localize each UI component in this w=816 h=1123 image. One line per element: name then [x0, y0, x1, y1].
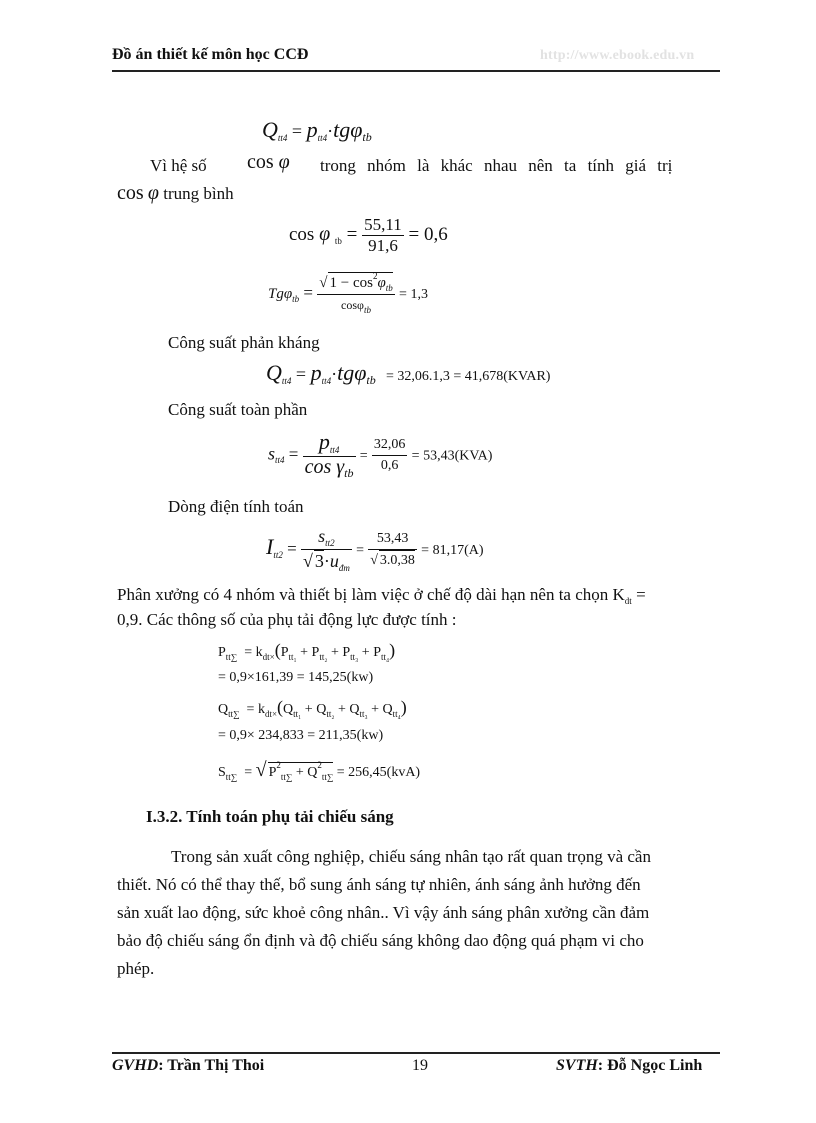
formula-q-sum: $Q_{tt\sum} = k_{dt\times}(Q_{tt_1} + Q_{tt_2} + Q_{tt_3} + Q_{tt_4})$ [218, 697, 407, 719]
formula-q4-value: $Q_{tt4} = p_{tt4}\cdot tg\varphi_{tb} = 32,06.1,3$ = 41,678(KVAR) [266, 360, 551, 387]
text-cos-phi-inline: cos φ [247, 151, 290, 173]
paragraph-chieu-sang [117, 843, 721, 983]
paragraph-line: thiết. Nó có thể thay thế, bổ sung ánh sáng tự nhiên, ánh sáng ảnh hưởng đến [117, 875, 641, 894]
section-heading: I.3.2. Tính toán phụ tải chiếu sáng [146, 807, 394, 826]
formula-tg-mean: Tgφ$_{tb}$ = $\frac{√ 1 - \cos^2\varphi_{tb}}{\cos\varphi_{tb}}$ = 1,3 [268, 271, 428, 315]
formula-q-sum-value: = 0,9× 234,833 = 211,35(kw) [218, 728, 384, 743]
header-divider [112, 70, 720, 72]
text-trung-binh: cos φ trung bình [117, 182, 234, 204]
formula-s-sum: $S_{tt\sum}$ = √ $P^2_{tt\sum} + Q^2_{tt\sum} = 256,45(kvA)$ [218, 759, 421, 782]
text-phan-xuong-line1: Phân xưởng có 4 nhóm và thiết bị làm việc ở chế độ dài hạn nên ta chọn $K_{dt}$ = [117, 585, 646, 606]
label-dong-dien-tinh-toan: Dòng điện tính toán [168, 497, 304, 516]
header-title: Đồ án thiết kế môn học CCĐ [112, 46, 309, 63]
formula-i2: $I_{tt2}$ = $\frac{s_{tt2}}{√ 3\cdot u_{đm}}$ = $\frac{53,43}{√ 3.0,38}$ = 81,17(A) [266, 526, 484, 573]
formula-q4-definition: $Q_{tt4} = p_{tt4}\cdot tg\varphi_{tb}$ [262, 117, 372, 144]
text-phan-xuong-line2: 0,9. Các thông số của phụ tải động lực được tính : [117, 610, 457, 629]
paragraph-line: phép. [117, 959, 155, 978]
formula-p-sum-value: = 0,9×161,39 = 145,25(kw) [218, 670, 374, 685]
paragraph-line: Trong sản xuất công nghiệp, chiếu sáng nhân tạo rất quan trọng và cần [171, 847, 651, 866]
label-cong-suat-toan-phan: Công suất toàn phần [168, 400, 308, 419]
formula-cos-mean: cos φ $_{tb}$ = $\frac{55,11}{91,6}$ = 0,6 [289, 215, 448, 255]
formula-s4: $s_{tt4}$ = $\frac{\text{ptt4}}{\cos \gamma_{tb}}$ = $\frac{32,06}{0,6}$ = 53,43(KVA) [268, 429, 493, 480]
label-cong-suat-phan-khang: Công suất phản kháng [168, 333, 320, 352]
text-vi-he-so-cont: trong nhóm là khác nhau nên ta tính giá trị [320, 156, 673, 175]
paragraph-line: sản xuất lao động, sức khoẻ công nhân.. Vì vậy ánh sáng phân xưởng cần đảm [117, 903, 650, 922]
footer-page-number: 19 [412, 1057, 428, 1074]
formula-p-sum: $P_{tt\sum} = k_{dt\times}(P_{tt_1} + P_{tt_2} + P_{tt_3} + P_{tt_4})$ [218, 640, 396, 662]
footer-gvhd: GVHD: Trần Thị Thoi [112, 1057, 265, 1074]
footer-divider [112, 1052, 720, 1054]
footer-svth: SVTH: Đỗ Ngọc Linh [556, 1057, 703, 1074]
header-url-watermark: http://www.ebook.edu.vn [540, 48, 695, 63]
paragraph-line: bảo độ chiếu sáng ổn định và độ chiếu sáng không dao động quá phạm vi cho [117, 931, 644, 950]
text-vi-he-so: Vì hệ số [150, 156, 207, 175]
